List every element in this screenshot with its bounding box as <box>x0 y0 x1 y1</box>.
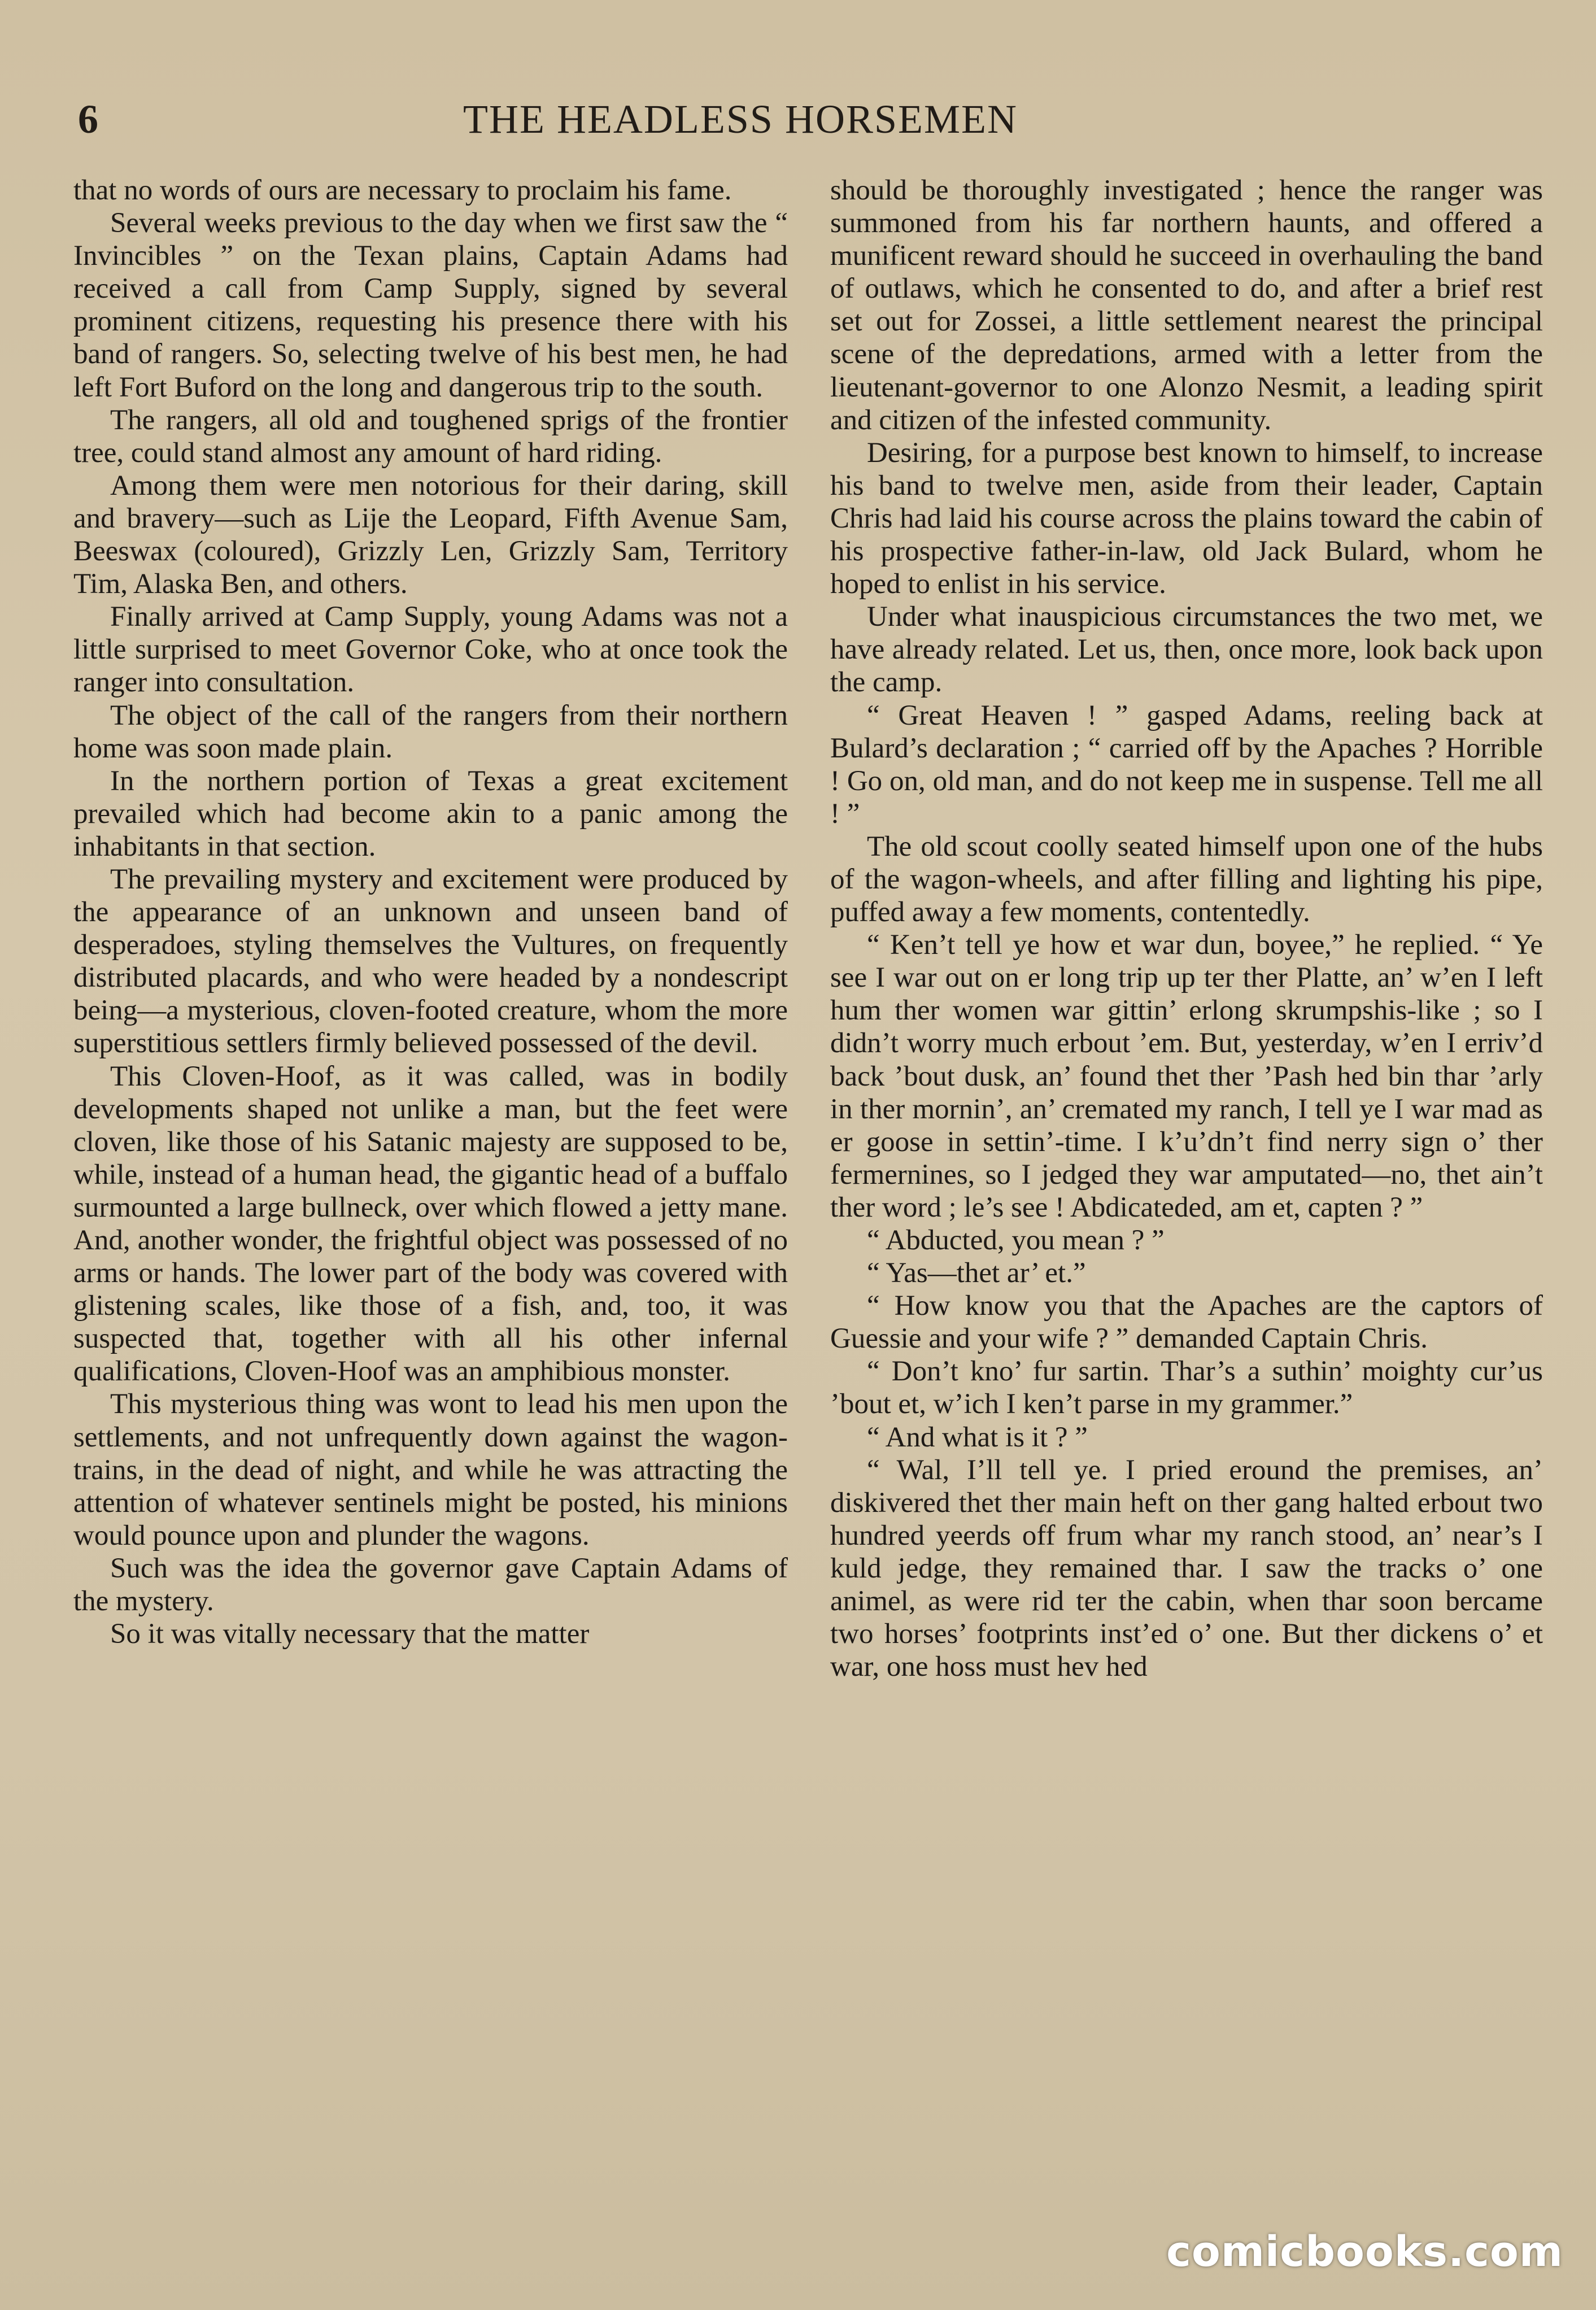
paragraph: “ Wal, I’ll tell ye. I pried eround the premises, an’ diskivered thet ther main heft on ther gang halted erbout two hundred yeerds off frum whar my ranch stood, an’ near’s I kuld jedge, they remained thar. I saw the tracks o’ one animel, as were rid ter the cabin, when thar soon bercame two horses’ footprints inst’ed o’ one. But ther dickens o’ et war, one hoss must hev hed <box>830 1454 1543 1683</box>
paragraph: “ And what is it ? ” <box>867 1421 1088 1453</box>
paragraph: The old scout coolly seated himself upon one of the hubs of the wagon-wheels, and after filling and lighting his pipe, puffed away a few moments, contentedly. <box>830 830 1543 929</box>
paragraph: “ Abducted, you mean ? ” <box>867 1224 1165 1256</box>
paragraph: So it was vitally necessary that the matter <box>110 1618 590 1650</box>
running-head: THE HEADLESS HORSEMEN <box>463 97 1018 142</box>
right-column <box>830 174 1543 1683</box>
paragraph: “ Ken’t tell ye how et war dun, boyee,” he replied. “ Ye see I war out on er long trip up ter ther Platte, an’ w’en I left hum ther women war gittin’ erlong skrumpshis-like ; so I didn’t worry much erbout ’em. But, yesterday, w’en I erriv’d back ’bout dusk, an’ found thet ther ’Pash hed bin thar ’arly in ther mornin’, an’ cremated my ranch, I tell ye I war mad as er goose in settin’-time. I k’u’dn’t find nerry sign o’ ther fermernines, so I jedged they war amputated—no, thet ain’t ther word ; le’s see ! Abdicateded, am et, capten ? ” <box>830 929 1543 1223</box>
paragraph: “ Don’t kno’ fur sartin. Thar’s a suthin’ moighty cur’us ’bout et, w’ich I ken’t parse in my grammer.” <box>830 1356 1543 1420</box>
paragraph: that no words of ours are necessary to proclaim his fame. <box>73 175 732 206</box>
paragraph: Among them were men notorious for their daring, skill and bravery—such as Lije the Leopard, Fifth Avenue Sam, Beeswax (coloured), Grizzly Len, Grizzly Sam, Territory Tim, Alaska Ben, and others. <box>73 469 788 600</box>
left-column <box>73 174 788 1650</box>
paragraph: Desiring, for a purpose best known to himself, to increase his band to twelve men, aside from their leader, Captain Chris had laid his course across the plains toward the cabin of his prospective father-in-law, old Jack Bulard, whom he hoped to enlist in his service. <box>830 437 1543 600</box>
paragraph: “ Yas—thet ar’ et.” <box>867 1257 1086 1289</box>
paragraph: The rangers, all old and toughened sprigs of the frontier tree, could stand almost any amount of hard riding. <box>73 404 788 469</box>
paragraph: In the northern portion of Texas a great excitement prevailed which had become akin to a panic among the inhabitants in that section. <box>73 765 788 862</box>
paragraph: This Cloven-Hoof, as it was called, was in bodily developments shaped not unlike a man, but the feet were cloven, like those of his Satanic majesty are supposed to be, while, instead of a human head, the gigantic head of a buffalo surmounted a large bullneck, over which flowed a jetty mane. And, another wonder, the frightful object was possessed of no arms or hands. The lower part of the body was covered with glistening scales, like those of a fish, and, too, it was suspected that, together with all his other infernal qualifications, Cloven-Hoof was an amphibious monster. <box>73 1060 788 1388</box>
site-watermark: comicbooks.com <box>1166 2228 1563 2276</box>
paragraph: Several weeks previous to the day when we first saw the “ Invincibles ” on the Texan plains, Captain Adams had received a call from Camp Supply, signed by several prominent citizens, requesting his presence there with his band of rangers. So, selecting twelve of his best men, he had left Fort Buford on the long and dangerous trip to the south. <box>73 207 788 403</box>
paragraph: Such was the idea the governor gave Captain Adams of the mystery. <box>73 1552 788 1618</box>
paragraph: Under what inauspicious circumstances the two met, we have already related. Let us, then, once more, look back upon the camp. <box>830 601 1543 699</box>
paragraph: Finally arrived at Camp Supply, young Adams was not a little surprised to meet Governor Coke, who at once took the ranger into consultation. <box>73 601 788 699</box>
paragraph: “ How know you that the Apaches are the captors of Guessie and your wife ? ” demanded Captain Chris. <box>830 1290 1543 1355</box>
paragraph: The object of the call of the rangers from their northern home was soon made plain. <box>73 699 788 764</box>
paragraph: The prevailing mystery and excitement were produced by the appearance of an unknown and unseen band of desperadoes, styling themselves the Vultures, on frequently distributed placards, and who were headed by a nondescript being—a mysterious, cloven-footed creature, whom the more superstitious settlers firmly believed possessed of the devil. <box>73 863 788 1060</box>
page-number: 6 <box>78 97 98 142</box>
paragraph: “ Great Heaven ! ” gasped Adams, reeling back at Bulard’s declaration ; “ carried off by the Apaches ? Horrible ! Go on, old man, and do not keep me in suspense. Tell me all ! ” <box>830 699 1543 830</box>
paragraph: should be thoroughly investigated ; hence the ranger was summoned from his far northern haunts, and offered a munificent reward should he succeed in overhauling the band of outlaws, which he consented to do, and after a brief rest set out for Zossei, a little settlement nearest the principal scene of the depredations, armed with a letter from the lieutenant-governor to one Alonzo Nesmit, a leading spirit and citizen of the infested community. <box>830 175 1543 436</box>
page-header <box>0 96 1596 147</box>
paragraph: This mysterious thing was wont to lead his men upon the settlements, and not unfrequently down against the wagon-trains, in the dead of night, and while he was attracting the attention of whatever sentinels might be posted, his minions would pounce upon and plunder the wagons. <box>73 1388 788 1551</box>
